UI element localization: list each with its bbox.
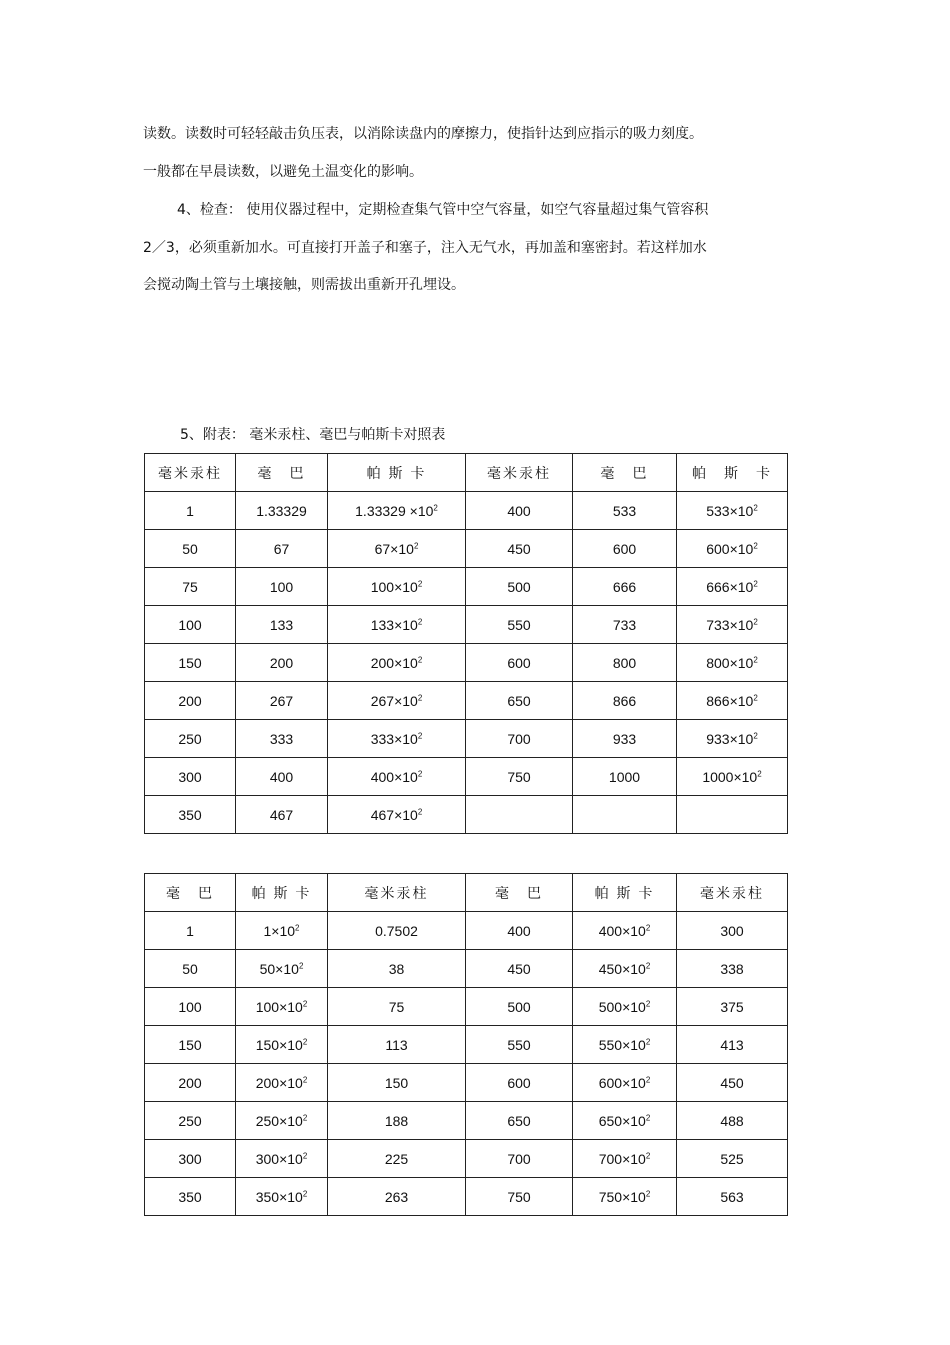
- table-cell: 666: [573, 568, 677, 606]
- table-row: [145, 606, 788, 644]
- table-cell: 300: [677, 912, 788, 950]
- table-row: [145, 720, 788, 758]
- column-header: 毫 巴: [145, 874, 236, 912]
- table-cell: [677, 644, 788, 682]
- table-cell: 200: [236, 644, 328, 682]
- cell-value: 250×10: [255, 1112, 303, 1129]
- table-cell: 225: [328, 1140, 466, 1178]
- exponent: 2: [645, 922, 651, 932]
- table-cell: 100: [145, 988, 236, 1026]
- table-cell: 400: [466, 912, 573, 950]
- table-cell: [677, 758, 788, 796]
- table-cell: 188: [328, 1102, 466, 1140]
- table-header-row: [145, 874, 788, 912]
- table-cell: [236, 950, 328, 988]
- cell-value: 500×10: [598, 998, 646, 1015]
- cell-value: 600×10: [706, 540, 754, 557]
- table-cell: 400: [466, 492, 573, 530]
- cell-value: 450×10: [598, 960, 646, 977]
- cell-value: 1.33329 ×10: [355, 502, 434, 519]
- table-cell: 488: [677, 1102, 788, 1140]
- table-cell: [236, 912, 328, 950]
- cell-value: 150×10: [255, 1036, 303, 1053]
- exponent: 2: [645, 1150, 651, 1160]
- table-row: [145, 1102, 788, 1140]
- table-cell: 0.7502: [328, 912, 466, 950]
- table-cell: [466, 796, 573, 834]
- table-cell: [236, 1026, 328, 1064]
- table-cell: 550: [466, 606, 573, 644]
- table-cell: 100: [145, 606, 236, 644]
- cell-value: 200×10: [255, 1074, 303, 1091]
- table-cell: 525: [677, 1140, 788, 1178]
- exponent: 2: [645, 1188, 651, 1198]
- cell-value: 333×10: [370, 730, 418, 747]
- cell-value: 666×10: [706, 578, 754, 595]
- exponent: 2: [753, 654, 758, 664]
- table-cell: 75: [145, 568, 236, 606]
- table-cell: 700: [466, 720, 573, 758]
- table-row: [145, 682, 788, 720]
- table-cell: [677, 530, 788, 568]
- table-row: [145, 644, 788, 682]
- table-cell: [236, 1064, 328, 1102]
- table-row: [145, 796, 788, 834]
- exponent: 2: [417, 654, 423, 664]
- cell-value: 600×10: [598, 1074, 646, 1091]
- exponent: 2: [417, 806, 423, 816]
- table-cell: 750: [466, 758, 573, 796]
- table-header-row: [145, 454, 788, 492]
- column-header: 帕 斯 卡: [677, 454, 788, 492]
- column-header: 毫 巴: [573, 454, 677, 492]
- table-cell: 75: [328, 988, 466, 1026]
- exponent: 2: [298, 960, 304, 970]
- cell-value: 1×10: [263, 922, 296, 939]
- table-cell: 467: [236, 796, 328, 834]
- table-cell: 400: [236, 758, 328, 796]
- table-cell: 150: [145, 644, 236, 682]
- table-cell: [328, 644, 466, 682]
- table-cell: 500: [466, 988, 573, 1026]
- exponent: 2: [645, 1112, 651, 1122]
- cell-value: 200×10: [370, 654, 418, 671]
- table-cell: [236, 1140, 328, 1178]
- table-cell: 1000: [573, 758, 677, 796]
- body-paragraph-3: 4、检查： 使用仪器过程中，定期检查集气管中空气容量，如空气容量超过集气管容积: [177, 202, 709, 218]
- table-cell: 38: [328, 950, 466, 988]
- cell-value: 67×10: [374, 540, 414, 557]
- exponent: 2: [417, 730, 423, 740]
- column-header: 毫米汞柱: [328, 874, 466, 912]
- table-cell: 450: [466, 530, 573, 568]
- table-row: [145, 950, 788, 988]
- column-header: 毫米汞柱: [677, 874, 788, 912]
- cell-value: 100×10: [255, 998, 303, 1015]
- table-cell: [677, 606, 788, 644]
- table-cell: 413: [677, 1026, 788, 1064]
- table-cell: [573, 1026, 677, 1064]
- table-row: [145, 530, 788, 568]
- cell-value: 800×10: [706, 654, 754, 671]
- table-row: [145, 988, 788, 1026]
- table-cell: 200: [145, 682, 236, 720]
- table-cell: 250: [145, 720, 236, 758]
- exponent: 2: [302, 1112, 308, 1122]
- table-cell: 700: [466, 1140, 573, 1178]
- table-cell: [677, 568, 788, 606]
- table-cell: [573, 912, 677, 950]
- table-cell: [328, 720, 466, 758]
- table-cell: [236, 1102, 328, 1140]
- table-cell: 375: [677, 988, 788, 1026]
- column-header: 毫 巴: [466, 874, 573, 912]
- exponent: 2: [753, 540, 758, 550]
- table-cell: [328, 492, 466, 530]
- column-header: 毫米汞柱: [145, 454, 236, 492]
- column-header: 帕 斯 卡: [573, 874, 677, 912]
- exponent: 2: [302, 1036, 308, 1046]
- table-cell: [328, 682, 466, 720]
- table-cell: 67: [236, 530, 328, 568]
- table-cell: 150: [328, 1064, 466, 1102]
- table-cell: [328, 530, 466, 568]
- exponent: 2: [417, 616, 423, 626]
- exponent: 2: [645, 998, 651, 1008]
- cell-value: 650×10: [598, 1112, 646, 1129]
- table-cell: 800: [573, 644, 677, 682]
- table-cell: 1: [145, 492, 236, 530]
- table-cell: [677, 492, 788, 530]
- cell-value: 467×10: [370, 806, 418, 823]
- table-cell: 333: [236, 720, 328, 758]
- body-paragraph-1: 读数。读数时可轻轻敲击负压表，以消除读盘内的摩擦力，使指针达到应指示的吸力刻度。: [143, 126, 703, 142]
- cell-value: 700×10: [598, 1150, 646, 1167]
- conversion-table-mmhg: [144, 453, 788, 834]
- exponent: 2: [753, 730, 758, 740]
- table-cell: 350: [145, 796, 236, 834]
- column-header: 帕 斯 卡: [236, 874, 328, 912]
- cell-value: 1000×10: [702, 768, 758, 785]
- table-cell: [573, 950, 677, 988]
- table-cell: [328, 796, 466, 834]
- table-row: [145, 758, 788, 796]
- table-cell: [328, 606, 466, 644]
- table-cell: [573, 1178, 677, 1216]
- cell-value: 133×10: [370, 616, 418, 633]
- exponent: 2: [302, 998, 308, 1008]
- table-cell: 550: [466, 1026, 573, 1064]
- table-cell: 733: [573, 606, 677, 644]
- table-cell: 533: [573, 492, 677, 530]
- table-cell: 933: [573, 720, 677, 758]
- table-cell: 350: [145, 1178, 236, 1216]
- exponent: 2: [645, 1036, 651, 1046]
- table-cell: [236, 1178, 328, 1216]
- cell-value: 550×10: [598, 1036, 646, 1053]
- table-cell: 133: [236, 606, 328, 644]
- exponent: 2: [753, 616, 758, 626]
- body-paragraph-2: 一般都在早晨读数，以避免土温变化的影响。: [143, 164, 423, 180]
- cell-value: 100×10: [370, 578, 418, 595]
- exponent: 2: [753, 692, 758, 702]
- table-cell: [677, 682, 788, 720]
- table-cell: 600: [466, 644, 573, 682]
- table-cell: 338: [677, 950, 788, 988]
- column-header: 帕 斯 卡: [328, 454, 466, 492]
- table-cell: 650: [466, 1102, 573, 1140]
- exponent: 2: [417, 692, 423, 702]
- column-header: 毫 巴: [236, 454, 328, 492]
- table-row: [145, 1026, 788, 1064]
- exponent: 2: [757, 768, 762, 778]
- table-row: [145, 1140, 788, 1178]
- cell-value: 50×10: [259, 960, 299, 977]
- cell-value: 350×10: [255, 1188, 303, 1205]
- table-cell: [677, 720, 788, 758]
- table-row: [145, 1064, 788, 1102]
- table-cell: 200: [145, 1064, 236, 1102]
- exponent: 2: [302, 1150, 308, 1160]
- cell-value: 400×10: [370, 768, 418, 785]
- exponent: 2: [295, 922, 300, 932]
- exponent: 2: [302, 1188, 308, 1198]
- cell-value: 933×10: [706, 730, 754, 747]
- cell-value: 300×10: [255, 1150, 303, 1167]
- exponent: 2: [753, 578, 758, 588]
- table-row: [145, 492, 788, 530]
- table-cell: 1.33329: [236, 492, 328, 530]
- cell-value: 533×10: [706, 502, 754, 519]
- table-cell: 300: [145, 1140, 236, 1178]
- exponent: 2: [417, 578, 423, 588]
- table-cell: 300: [145, 758, 236, 796]
- table-cell: [573, 988, 677, 1026]
- table-row: [145, 1178, 788, 1216]
- table-cell: 263: [328, 1178, 466, 1216]
- table-cell: 650: [466, 682, 573, 720]
- table-cell: 600: [573, 530, 677, 568]
- table-cell: 563: [677, 1178, 788, 1216]
- exponent: 2: [645, 1074, 651, 1084]
- cell-value: 733×10: [706, 616, 754, 633]
- body-paragraph-4: 2／3，必须重新加水。可直接打开盖子和塞子，注入无气水，再加盖和塞密封。若这样加水: [143, 240, 707, 256]
- conversion-table-mbar: [144, 873, 788, 1216]
- table-cell: 866: [573, 682, 677, 720]
- exponent: 2: [753, 502, 758, 512]
- table-row: [145, 568, 788, 606]
- cell-value: 267×10: [370, 692, 418, 709]
- table-cell: 500: [466, 568, 573, 606]
- table-cell: 113: [328, 1026, 466, 1064]
- exponent: 2: [417, 768, 423, 778]
- body-paragraph-5: 会搅动陶土管与土壤接触，则需拔出重新开孔埋设。: [143, 277, 465, 293]
- table-cell: 150: [145, 1026, 236, 1064]
- table-row: [145, 912, 788, 950]
- exponent: 2: [645, 960, 651, 970]
- cell-value: 400×10: [598, 922, 646, 939]
- exponent: 2: [302, 1074, 308, 1084]
- table-cell: [573, 1064, 677, 1102]
- table-cell: [677, 796, 788, 834]
- cell-value: 866×10: [706, 692, 754, 709]
- table-cell: [573, 1140, 677, 1178]
- table-title: 5、附表： 毫米汞柱、毫巴与帕斯卡对照表: [180, 427, 446, 443]
- table-cell: 600: [466, 1064, 573, 1102]
- table-cell: 250: [145, 1102, 236, 1140]
- table-cell: 50: [145, 530, 236, 568]
- exponent: 2: [413, 540, 419, 550]
- table-cell: [328, 568, 466, 606]
- table-cell: 750: [466, 1178, 573, 1216]
- table-cell: [573, 796, 677, 834]
- column-header: 毫米汞柱: [466, 454, 573, 492]
- table-cell: 100: [236, 568, 328, 606]
- table-cell: 450: [466, 950, 573, 988]
- table-cell: 267: [236, 682, 328, 720]
- table-cell: 1: [145, 912, 236, 950]
- cell-value: 750×10: [598, 1188, 646, 1205]
- table-cell: [236, 988, 328, 1026]
- table-cell: [573, 1102, 677, 1140]
- table-cell: 50: [145, 950, 236, 988]
- table-cell: [328, 758, 466, 796]
- exponent: 2: [433, 502, 438, 512]
- table-cell: 450: [677, 1064, 788, 1102]
